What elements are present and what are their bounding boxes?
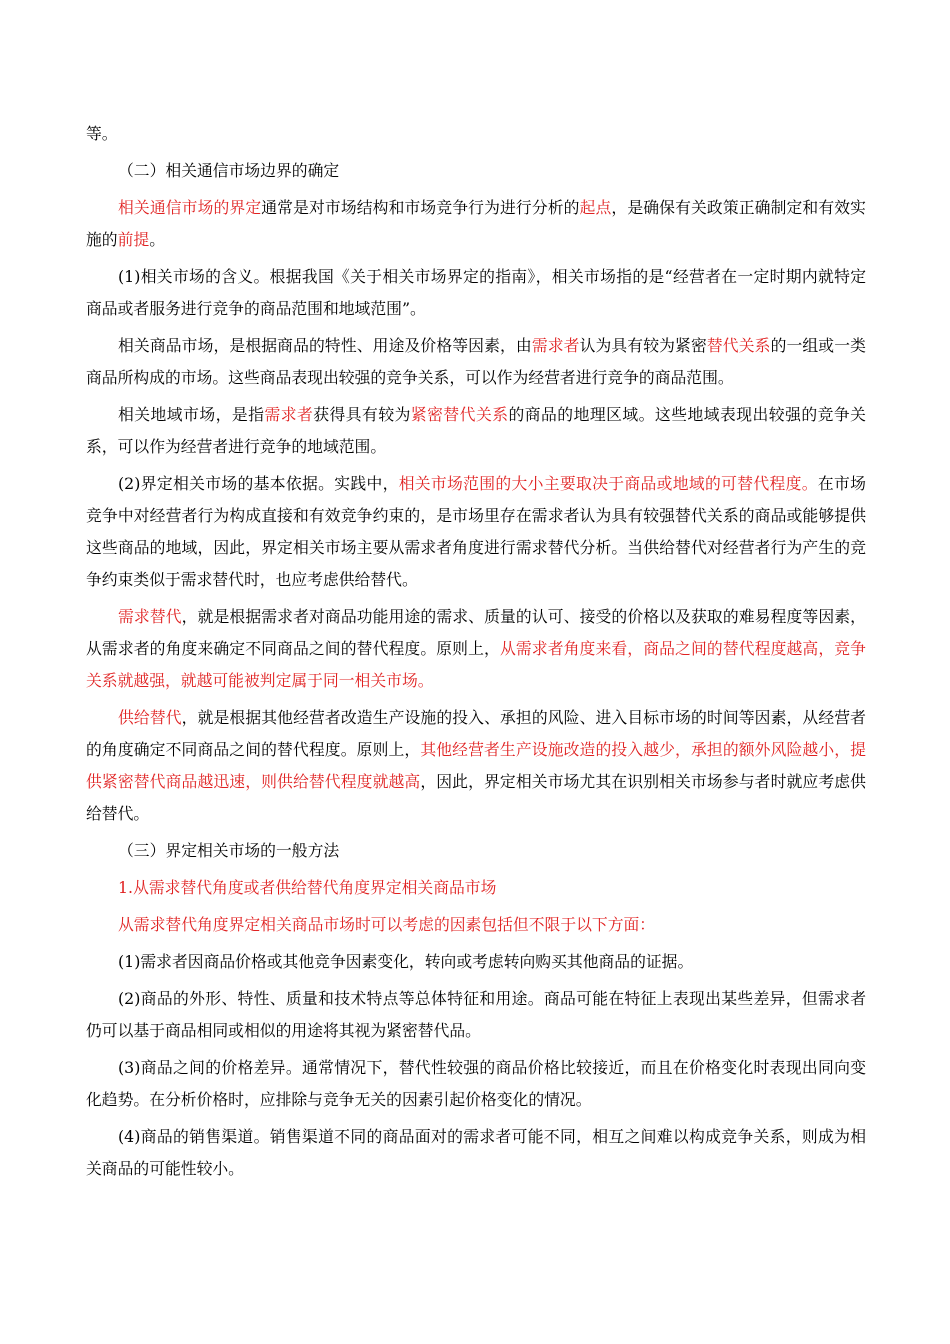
body-text: (2)界定相关市场的基本依据。实践中，: [118, 474, 399, 493]
highlight-text: 需求者: [264, 405, 314, 424]
body-text: ，就是根据其他经营者改造生产设施的投入、承担的风险、进入目标市场的时间等因素，从经营者的角度确定不同商品之间的替代程度。原则上，: [86, 708, 866, 759]
body-text: 的商品的地理区域。这些地域表现出较强的竞争关系，可以作为经营者进行竞争的地域范围。: [86, 405, 866, 456]
paragraph-product-market: [86, 330, 866, 394]
highlight-text: 前提: [117, 230, 150, 249]
list-item-factor-4: (4)商品的销售渠道。销售渠道不同的商品面对的需求者可能不同，相互之间难以构成竞争关系，则成为相关商品的可能性较小。: [86, 1127, 866, 1178]
paragraph-factors-intro: 从需求替代角度界定相关商品市场时可以考虑的因素包括但不限于以下方面：: [118, 915, 656, 934]
paragraph-supply-substitution: [86, 702, 866, 830]
paragraph-demand-substitution: [86, 601, 866, 697]
highlight-text: 替代关系: [706, 336, 771, 355]
paragraph-continuation: 等。: [86, 124, 118, 143]
highlight-text: 供给替代: [118, 708, 182, 727]
list-item-factor-1: (1)需求者因商品价格或其他竞争因素变化，转向或考虑转向购买其他商品的证据。: [118, 952, 694, 971]
body-text: 相关地域市场，是指: [118, 405, 265, 424]
paragraph-geographic-market: [86, 399, 866, 463]
list-item-factor-3: (3)商品之间的价格差异。通常情况下，替代性较强的商品价格比较接近，而且在价格变化时表现出同向变化趋势。在分析价格时，应排除与竞争无关的因素引起价格变化的情况。: [86, 1058, 866, 1109]
body-text: 获得具有较为: [313, 405, 411, 424]
body-text: ，因此，界定相关市场尤其在识别相关市场参与者时就应考虑供给替代。: [86, 772, 866, 823]
document-page: [86, 118, 866, 1190]
body-text: 认为具有较为紧密: [579, 336, 707, 355]
highlight-text: 相关通信市场的界定: [118, 198, 262, 217]
body-text: ，就是根据需求者对商品功能用途的需求、质量的认可、接受的价格以及获取的难易程度等因素，从需求者的角度来确定不同商品之间的替代程度。原则上，: [86, 607, 866, 658]
section-heading-2: （二）相关通信市场边界的确定: [118, 161, 340, 180]
highlight-text: 需求替代: [118, 607, 182, 626]
body-text: 。: [149, 230, 166, 249]
paragraph-market-definition: [86, 192, 866, 256]
section-heading-3: （三）界定相关市场的一般方法: [118, 841, 340, 860]
highlight-text: 其他经营者生产设施改造的投入越少，承担的额外风险越小，提供紧密替代商品越迅速，则供给替代程度就越高: [86, 740, 866, 791]
paragraph-market-meaning: (1)相关市场的含义。根据我国《关于相关市场界定的指南》，相关市场指的是“经营者在一定时期内就特定商品或者服务进行竞争的商品范围和地域范围”。: [86, 267, 866, 318]
highlight-text: 起点: [579, 198, 612, 217]
body-text: ，是确保有关政策正确制定和有效实施的: [86, 198, 866, 249]
list-item-factor-2: (2)商品的外形、特性、质量和技术特点等总体特征和用途。商品可能在特征上表现出某些差异，但需求者仍可以基于商品相同或相似的用途将其视为紧密替代品。: [86, 989, 866, 1040]
body-text: 在市场竞争中对经营者行为构成直接和有效竞争约束的，是市场里存在需求者认为具有较强替代关系的商品或能够提供这些商品的地域，因此，界定相关市场主要从需求者角度进行需求替代分析。当供给替代对经营者行为产生的竞争约束类似于需求替代时，也应考虑供给替代。: [86, 474, 866, 589]
highlight-text: 需求者: [531, 336, 580, 355]
body-text: 的一组或一类商品所构成的市场。这些商品表现出较强的竞争关系，可以作为经营者进行竞争的商品范围。: [86, 336, 866, 387]
body-text: 通常是对市场结构和市场竞争行为进行分析的: [261, 198, 580, 217]
highlight-text: 从需求者角度来看，商品之间的替代程度越高，竞争关系就越强，就越可能被判定属于同一相关市场。: [86, 639, 866, 690]
subheading-method-1: 1.从需求替代角度或者供给替代角度界定相关商品市场: [118, 878, 497, 897]
highlight-text: 紧密替代关系: [410, 405, 509, 424]
highlight-text: 相关市场范围的大小主要取决于商品或地域的可替代程度。: [398, 474, 818, 493]
paragraph-basic-basis: [86, 468, 866, 596]
body-text: 相关商品市场，是根据商品的特性、用途及价格等因素，由: [118, 336, 532, 355]
